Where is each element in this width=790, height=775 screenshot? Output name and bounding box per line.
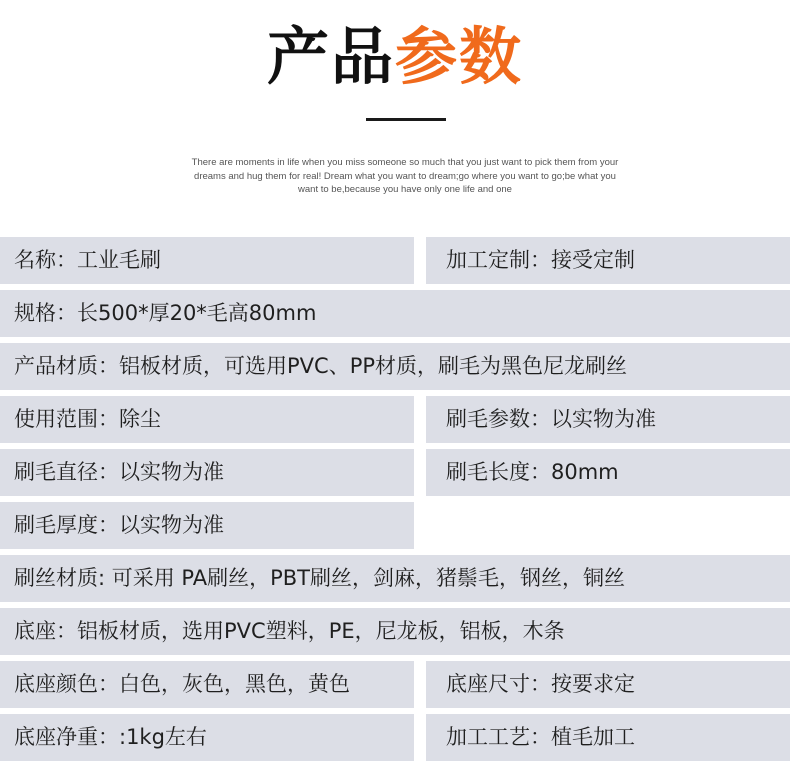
spec-row — [0, 555, 790, 602]
tagline — [160, 156, 650, 197]
spec-bristle-diameter: 刷毛直径：以实物为准 — [0, 449, 414, 496]
spec-row — [0, 502, 790, 549]
title-accent-part: 参数 — [395, 20, 524, 93]
spec-bristle-length: 刷毛长度：80mm — [426, 449, 790, 496]
spec-bristle-thickness: 刷毛厚度：以实物为准 — [0, 502, 414, 549]
spec-base-weight: 底座净重：:1kg左右 — [0, 714, 414, 761]
spec-row — [0, 449, 790, 496]
spec-name: 名称：工业毛刷 — [0, 237, 414, 284]
spec-process: 加工工艺：植毛加工 — [426, 714, 790, 761]
spec-bristle-params: 刷毛参数：以实物为准 — [426, 396, 790, 443]
spec-size: 规格：长500*厚20*毛高80mm — [0, 290, 790, 337]
page-title — [0, 14, 790, 100]
tagline-line: There are moments in life when you miss someone so much that you just want to pick them from your — [191, 157, 619, 168]
spec-custom: 加工定制：接受定制 — [426, 237, 790, 284]
spec-row — [0, 343, 790, 390]
title-dark-part: 产品 — [266, 20, 395, 93]
spec-row — [0, 237, 790, 284]
spec-base: 底座：铝板材质，选用PVC塑料，PE，尼龙板，铝板，木条 — [0, 608, 790, 655]
spec-base-color: 底座颜色：白色，灰色，黑色，黄色 — [0, 661, 414, 708]
spec-row — [0, 608, 790, 655]
spec-table — [0, 237, 790, 767]
spec-row — [0, 661, 790, 708]
title-underline — [366, 118, 446, 121]
spec-usage: 使用范围：除尘 — [0, 396, 414, 443]
spec-wire-material: 刷丝材质: 可采用 PA刷丝，PBT刷丝，剑麻，猪鬃毛，钢丝，铜丝 — [0, 555, 790, 602]
spec-row — [0, 714, 790, 761]
tagline-line: dreams and hug them for real! Dream what you want to dream;go where you want to go;be what you — [194, 170, 616, 182]
spec-base-size: 底座尺寸：按要求定 — [426, 661, 790, 708]
spec-row — [0, 290, 790, 337]
spec-material: 产品材质：铝板材质，可选用PVC、PP材质，刷毛为黑色尼龙刷丝 — [0, 343, 790, 390]
tagline-line: want to be,because you have only one life and one — [298, 184, 512, 195]
spec-row — [0, 396, 790, 443]
